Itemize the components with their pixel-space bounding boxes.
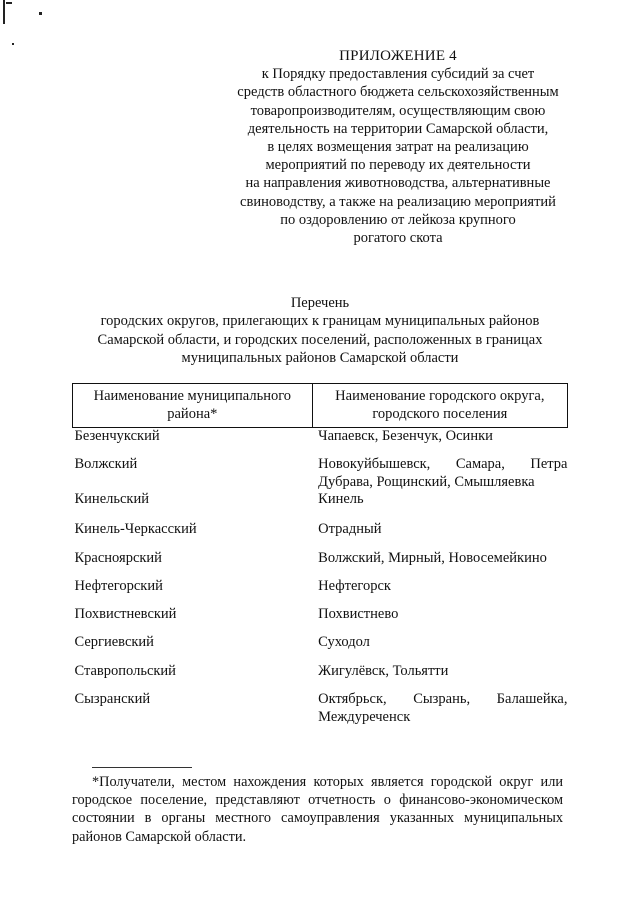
table-row: [73, 578, 568, 606]
appendix-line: по оздоровлению от лейкоза крупного: [280, 211, 516, 228]
list-title-line: Самарской области, и городских поселений, расположенных в границах: [97, 331, 543, 348]
table-row: [73, 634, 568, 662]
district-cell: Кинель-Черкасский: [74, 521, 197, 538]
district-cell: Сызранский: [74, 691, 151, 708]
district-cell: Волжский: [74, 456, 138, 473]
scan-artifact-3: [39, 12, 42, 15]
list-title: [40, 294, 600, 368]
table-row: [73, 550, 568, 578]
table-row: [73, 606, 568, 634]
cities-cell: Суходол: [318, 634, 370, 651]
header-cities: Наименование городского округа, городского поселения: [312, 384, 567, 428]
scan-artifact-2: [6, 2, 12, 4]
district-cell: Безенчукский: [74, 428, 160, 444]
district-cell: Сергиевский: [74, 634, 154, 651]
appendix-heading: ПРИЛОЖЕНИЕ 4: [339, 48, 457, 64]
list-title-line: городских округов, прилегающих к границам муниципальных районов: [100, 313, 540, 330]
cities-cell: Чапаевск, Безенчук, Осинки: [318, 428, 493, 444]
cities-cell: Волжский, Мирный, Новосемейкино: [318, 549, 547, 566]
district-cell: Кинельский: [74, 491, 149, 508]
appendix-line: свиноводству, а также на реализацию мероприятий: [240, 193, 556, 210]
district-cell: Красноярский: [74, 549, 162, 566]
cities-cell: Отрадный: [318, 521, 382, 538]
appendix-line: мероприятий по переводу их деятельности: [265, 157, 531, 174]
appendix-line: на направления животноводства, альтернативные: [245, 175, 551, 192]
scan-artifact-1: [3, 0, 5, 24]
table-row: [73, 521, 568, 549]
list-title-line: муниципальных районов Самарской области: [181, 350, 459, 367]
table-row: [73, 691, 568, 726]
appendix-block: [218, 47, 578, 247]
list-title-word: Перечень: [290, 295, 350, 311]
appendix-line: в целях возмещения затрат на реализацию: [267, 139, 529, 156]
table-row: [73, 456, 568, 491]
cities-cell: Кинель: [318, 491, 364, 508]
district-cell: Похвистневский: [74, 606, 177, 623]
appendix-line: товаропроизводителям, осуществляющим свою: [250, 102, 546, 119]
district-cell: Нефтегорский: [74, 577, 163, 594]
appendix-line: к Порядку предоставления субсидий за счет: [261, 66, 535, 83]
appendix-line: рогатого скота: [353, 230, 443, 247]
cities-cell: Нефтегорск: [318, 577, 391, 594]
appendix-line: средств областного бюджета сельскохозяйственным: [237, 84, 559, 101]
regions-table: [72, 383, 568, 726]
appendix-line: деятельность на территории Самарской области,: [247, 120, 549, 137]
table-row: [73, 491, 568, 521]
footnote-text: *Получатели, местом нахождения которых является городской округ или городское поселение, представляют отчетность о финансово-экономическом состоянии в органы местного самоуправления указанных муниципальных районов Самарской области.: [72, 774, 563, 845]
footnote-divider: [92, 767, 192, 768]
cities-cell: Жигулёвск, Тольятти: [318, 662, 449, 679]
table-header-row: [73, 384, 568, 428]
table-row: [73, 663, 568, 691]
cities-cell: Новокуйбышевск, Самара, Петра Дубрава, Рощинский, Смышляевка: [318, 456, 568, 490]
cities-cell: Октябрьск, Сызрань, Балашейка, Междуреченск: [318, 691, 568, 725]
scan-artifact-4: [12, 43, 14, 45]
cities-cell: Похвистнево: [318, 606, 399, 623]
district-cell: Ставропольский: [74, 662, 176, 679]
table-row: [73, 428, 568, 457]
header-district: Наименование муниципального района*: [73, 384, 313, 428]
